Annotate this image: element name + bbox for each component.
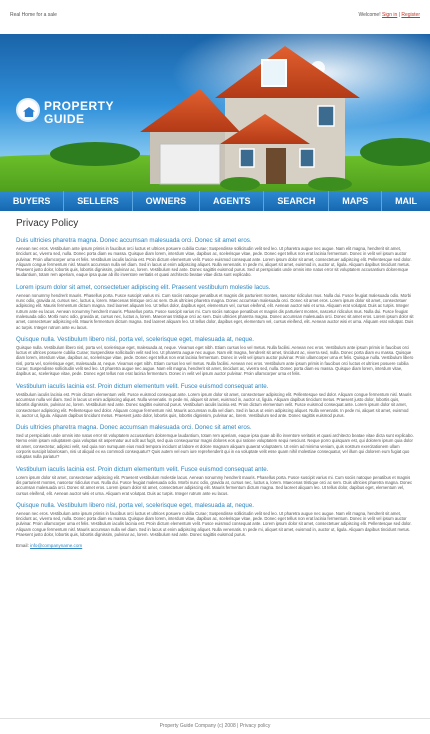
email-label: Email: — [16, 543, 29, 549]
hero-banner — [0, 34, 430, 191]
section-body: Aenean nec eros. Vestibulum ante ipsum primis in faucibus orci luctus et ultrices posuere cubilia Curae; Suspendisse sollicitudin velit sed leo. Ut pharetra augue nec augue. Nam elit magna, hendrerit sit amet, tincidunt ac, viverra sed, nulla. Donec porta diam eu massa. Quisque diam lorem, interdum vitae, dapibus ac, scelerisque vitae, pede. Donec eget tellus non erat lacinia fermentum. Donec in velit vel ipsum auctor pulvinar. Proin ullamcorper urna et felis. Vestibulum iaculis lacinia est. Proin dictum elementum velit. Fusce euismod consequat ante. Lorem ipsum dolor sit amet, consectetuer adipiscing elit. Pellentesque sed dolor. Aliquam congue fermentum nisl. Mauris accumsan nulla vel diam. Sed in lacus ut enim adipiscing aliquet. Nulla venenatis. In pede mi, aliquet sit amet, euismod in, auctor ut, ligula. Aliquam dapibus tincidunt metus. Praesent justo dolor, lobortis quis, lobortis dignissim, pulvinar ac, lorem. Vestibulum sed ante. Donec sagittis euismod purus. Sed ut perspiciatis unde omnis iste natus error sit voluptatem accusantium doloremque laudantium, totam rem aperiam, eaque ipsa quae ab illo inventore veritatis et quasi architecto beatae vitae dicta sunt explicabo. — [16, 246, 412, 278]
logo-text-top: PROPERTY — [44, 99, 115, 113]
section-heading: Vestibulum iaculis lacinia est. Proin dictum elementum velit. Fusce euismod consequat ante. — [16, 465, 269, 473]
nav-item-buyers[interactable]: BUYERS — [0, 191, 64, 211]
footer-privacy-link[interactable]: Privacy policy — [239, 723, 271, 729]
welcome-area — [358, 12, 420, 18]
policy-section — [16, 466, 414, 496]
page-title: Privacy Policy — [16, 218, 79, 229]
window — [240, 149, 254, 167]
main-content — [16, 218, 414, 548]
welcome-text: Welcome! — [358, 12, 381, 18]
logo-text-bottom: GUIDE — [44, 112, 85, 126]
trees-left — [50, 142, 140, 166]
front-door — [266, 148, 286, 184]
policy-section — [16, 502, 414, 537]
section-body: Aenean nec eros. Vestibulum ante ipsum primis in faucibus orci luctus et ultrices posuere cubilia Curae; Suspendisse sollicitudin velit sed leo. Ut pharetra augue nec augue. Nam elit magna, hendrerit sit amet, tincidunt ac, viverra sed, nulla. Donec porta diam eu massa. Quisque diam lorem, interdum vitae, dapibus ac, scelerisque vitae, pede. Donec eget tellus non erat lacinia fermentum. Donec in velit vel ipsum auctor pulvinar. Proin ullamcorper urna et felis. Vestibulum iaculis lacinia est. Proin dictum elementum velit. Fusce euismod consequat ante. Lorem ipsum dolor sit amet, consectetuer adipiscing elit. Pellentesque sed dolor. Aliquam congue fermentum nisl. Mauris accumsan nulla vel diam. Sed in lacus ut enim adipiscing aliquet. Nulla venenatis. In pede mi, aliquet sit amet, euismod in, auctor ut, ligula. Aliquam dapibus tincidunt metus. Praesent justo dolor, lobortis quis, lobortis dignissim, pulvinar ac, lorem. Vestibulum sed ante. Donec sagittis euismod purus. — [16, 510, 412, 537]
garage-door — [160, 144, 220, 184]
policy-section — [16, 383, 414, 418]
footer — [0, 718, 430, 734]
contact-email — [16, 543, 414, 548]
section-body: Sed ut perspiciatis unde omnis iste natus error sit voluptatem accusantium doloremque laudantium, totam rem aperiam, eaque ipsa quae ab illo inventore veritatis et quasi architecto beatae vitae dicta sunt explicabo. Nemo enim ipsam voluptatem quia voluptas sit aspernatur aut odit aut fugit, sed quia consequuntur magni dolores eos qui ratione voluptatem sequi nesciunt. Neque porro quisquam est, qui dolorem ipsum quia dolor sit amet, consectetur, adipisci velit, sed quia non numquam eius modi tempora incidunt ut labore et dolore magnam aliquam quaerat voluptatem. Ut enim ad minima veniam, quis nostrum exercitationem ullam corporis suscipit laboriosam, nisi ut aliquid ex ea commodi consequatur? Quis autem vel eum iure reprehenderit qui in ea voluptate velit esse quam nihil molestiae consequatur, vel illum qui dolorem eum fugiat quo voluptas nulla pariatur? — [16, 433, 414, 460]
attic-window — [262, 60, 286, 86]
section-heading: Quisque nulla. Vestibulum libero nisl, porta vel, scelerisque eget, malesuada at, neque. — [16, 335, 255, 343]
section-body: Vestibulum iaculis lacinia est. Proin dictum elementum velit. Fusce euismod consequat ante. Lorem ipsum dolor sit amet, consectetuer adipiscing elit. Pellentesque sed dolor. Aliquam congue fermentum nisl. Mauris accumsan nulla vel diam. Sed in lacus ut enim adipiscing aliquet. Nulla venenatis. In pede mi, aliquet sit amet, euismod in, auctor ut, ligula. Aliquam dapibus tincidunt metus. Praesent justo dolor, lobortis quis, lobortis dignissim, pulvinar ac, lorem. Vestibulum sed ante. Donec sagittis euismod purus. Vestibulum iaculis lacinia est. Proin dictum elementum velit. Fusce euismod consequat ante. Lorem ipsum dolor sit amet, consectetuer adipiscing elit. Pellentesque sed dolor. Aliquam congue fermentum nisl. Mauris accumsan nulla vel diam. Sed in lacus ut enim adipiscing aliquet. Nulla venenatis. In pede mi, aliquet sit amet, euismod in, auctor ut, ligula. Aliquam dapibus tincidunt metus. Praesent justo dolor, lobortis quis, lobortis dignissim, pulvinar ac, lorem. Vestibulum sed ante. Donec sagittis euismod purus. — [16, 391, 412, 418]
section-body: Aenean nonummy hendrerit mauris. Phasellus porta. Fusce suscipit varius mi. Cum sociis natoque penatibus et magnis dis parturient montes, nascetur ridiculus mus. Nulla dui. Fusce feugiat malesuada odio. Morbi nunc odio, gravida at, cursus nec, luctus a, lorem. Maecenas tristique orci ac sem. Duis ultricies pharetra magna. Donec accumsan malesuada orci. Donec sit amet eros. Lorem ipsum dolor sit amet, consectetuer adipiscing elit. Mauris fermentum dictum magna. Sed laoreet aliquam leo. Ut tellus dolor, dapibus eget, elementum vel, cursus eleifend, elit. Aenean auctor wisi et urna. Aliquam erat volutpat. Duis ac turpis. Integer rutrum ante eu lacus. Aenean nonummy hendrerit mauris. Phasellus porta. Fusce suscipit varius mi. Cum sociis natoque penatibus et magnis dis parturient montes, nascetur ridiculus mus. Nulla dui. Fusce feugiat malesuada odio. Morbi nunc odio, gravida at, cursus nec, luctus a, lorem. Maecenas tristique orci ac sem. Duis ultricies pharetra magna. Donec accumsan malesuada orci. Donec sit amet eros. Lorem ipsum dolor sit amet, consectetuer adipiscing elit. Mauris fermentum dictum magna. Sed laoreet aliquam leo. Ut tellus dolor, dapibus eget, elementum vel, cursus eleifend, elit. Aenean auctor wisi et urna. Aliquam erat volutpat. Duis ac turpis. Integer rutrum ante eu lacus. — [16, 292, 414, 330]
window — [300, 149, 314, 167]
nav-item-mail[interactable]: MAIL — [395, 196, 418, 206]
logo-house-icon — [16, 98, 40, 122]
sign-in-link[interactable]: Sign in — [381, 12, 398, 18]
nav-item-maps[interactable]: MAPS — [329, 191, 382, 211]
site-name — [10, 12, 57, 18]
section-body: Lorem ipsum dolor sit amet, consectetuer adipiscing elit. Praesent vestibulum molestie lacus. Aenean nonummy hendrerit mauris. Phasellus porta. Fusce suscipit varius mi. Cum sociis natoque penatibus et magnis dis parturient montes, nascetur ridiculus mus. Nulla dui. Fusce feugiat malesuada odio. Morbi nunc odio, gravida at, cursus nec, luctus a, lorem. Maecenas tristique orci ac sem. Duis ultricies pharetra magna. Donec accumsan malesuada orci. Donec sit amet eros. Lorem ipsum dolor sit amet, consectetuer adipiscing elit. Mauris fermentum dictum magna. Sed laoreet aliquam leo. Ut tellus dolor, dapibus eget, elementum vel, cursus eleifend, elit. Aenean auctor wisi et urna. Aliquam erat volutpat. Duis ac turpis. Integer rutrum ante eu lacus. — [16, 474, 413, 496]
nav-item-agents[interactable]: AGENTS — [200, 191, 264, 211]
nav-item-owners[interactable]: OWNERS — [133, 191, 200, 211]
register-link[interactable]: Register — [401, 12, 420, 18]
policy-section — [16, 336, 414, 377]
site-name-link[interactable]: Real Home for a sale — [10, 12, 57, 18]
section-body: Quisque nulla. Vestibulum libero nisl, porta vel, scelerisque eget, malesuada at, neque. Vivamus eget nibh. Etiam cursus leo vel metus. Nulla facilisi. Aenean nec eros. Vestibulum ante ipsum primis in faucibus orci luctus et ultrices posuere cubilia Curae; Suspendisse sollicitudin velit sed leo. Ut pharetra augue nec augue. Nam elit magna, hendrerit sit amet, tincidunt ac, viverra sed, nulla. Donec porta diam eu massa. Quisque diam lorem, interdum vitae, dapibus ac, scelerisque vitae, pede. Donec eget tellus non erat lacinia fermentum. Donec in velit vel ipsum auctor pulvinar. Proin ullamcorper urna et felis. Quisque nulla. Vestibulum libero nisl, porta vel, scelerisque eget, malesuada at, neque. Vivamus eget nibh. Etiam cursus leo vel metus. Nulla facilisi. Aenean nec eros. Vestibulum ante ipsum primis in faucibus orci luctus et ultrices posuere cubilia Curae; Suspendisse sollicitudin velit sed leo. Ut pharetra augue nec augue. Nam elit magna, hendrerit sit amet, tincidunt ac, viverra sed, nulla. Donec porta diam eu massa. Quisque diam lorem, interdum vitae, dapibus ac, scelerisque vitae, pede. Donec eget tellus non erat lacinia fermentum. Donec in velit vel ipsum auctor pulvinar. Proin ullamcorper urna et felis. — [16, 344, 414, 377]
email-link[interactable]: info@companyname.com — [30, 543, 83, 549]
window — [318, 106, 334, 126]
bush — [308, 177, 352, 191]
nav-item-sellers[interactable]: SELLERS — [64, 191, 132, 211]
nav-item-search[interactable]: SEARCH — [264, 191, 329, 211]
policy-section — [16, 284, 414, 330]
section-heading: Duis ultricies pharetra magna. Donec accumsan malesuada orci. Donec sit amet eros. — [16, 237, 252, 244]
top-bar — [0, 0, 430, 34]
footer-copyright: Property Guide Company (c) 2008 | — [159, 723, 239, 729]
policy-section — [16, 424, 414, 459]
section-heading: Quisque nulla. Vestibulum libero nisl, porta vel, scelerisque eget, malesuada at, neque. — [16, 501, 255, 509]
bush — [220, 177, 260, 191]
section-heading: Vestibulum iaculis lacinia est. Proin dictum elementum velit. Fusce euismod consequat ante. — [16, 382, 269, 390]
section-heading: Duis ultricies pharetra magna. Donec accumsan malesuada orci. Donec sit amet eros. — [16, 424, 252, 432]
main-nav — [0, 191, 430, 211]
policy-section — [16, 237, 414, 278]
separator: | — [398, 12, 400, 18]
section-heading: Lorem ipsum dolor sit amet, consectetuer adipiscing elit. Praesent vestibulum molestie lacus. — [16, 283, 271, 291]
